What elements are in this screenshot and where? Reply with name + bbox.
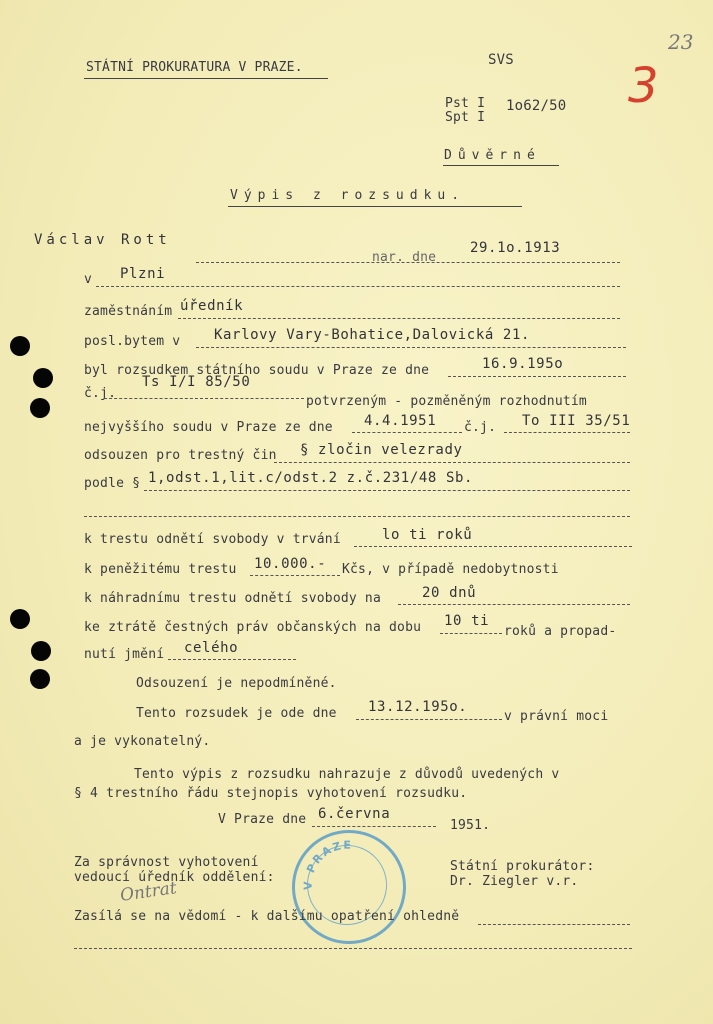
binder-hole: [10, 609, 30, 629]
unconditional-statement: Odsouzení je nepodmíněné.: [136, 676, 337, 691]
born-date: 29.1o.1913: [470, 240, 561, 256]
signature-right-2: Dr. Ziegler v.r.: [450, 874, 579, 889]
alternative-line: [398, 604, 630, 605]
alternative-term: 20 dnů: [422, 585, 477, 601]
fine-line: [250, 575, 340, 576]
forfeit-value: celého: [184, 640, 239, 656]
supreme-case-line: [504, 432, 630, 433]
svs-label: SVS: [488, 52, 514, 68]
occupation-line: [178, 318, 620, 319]
footer-line-1: [478, 924, 630, 925]
case-number-label: č.j.: [84, 386, 117, 401]
judgment-label: byl rozsudkem státního soudu v Praze ze dne: [84, 363, 430, 378]
round-stamp: [292, 830, 406, 944]
birthplace-line: [96, 286, 620, 287]
binder-hole: [31, 641, 51, 661]
binder-hole: [30, 398, 50, 418]
court-date-line: [448, 376, 626, 377]
supreme-case-number: To III 35/51: [522, 413, 631, 429]
pencil-page-number: 23: [668, 30, 694, 54]
supreme-court-date: 4.4.1951: [364, 413, 437, 429]
binder-hole: [30, 669, 50, 689]
confirmed-label: potvrzeným - pozměněným rozhodnutím: [306, 394, 587, 409]
supreme-court-label: nejvyššího soudu v Praze ze dne: [84, 420, 333, 435]
rights-rest: roků a propad-: [504, 624, 617, 639]
red-page-number: 3: [628, 58, 659, 114]
crime-line: [274, 462, 630, 463]
prison-term: lo ti roků: [382, 527, 473, 543]
residence: Karlovy Vary-Bohatice,Dalovická 21.: [214, 327, 531, 343]
case-number: Ts I/I 85/50: [142, 374, 251, 390]
name-line: [196, 262, 620, 263]
born-label: nar. dne: [372, 250, 437, 265]
office-heading: STÁTNÍ PROKURATURA V PRAZE.: [86, 60, 303, 75]
prison-line: [354, 546, 632, 547]
supreme-case-label: č.j.: [464, 420, 497, 435]
law-line: [144, 490, 630, 491]
court-date: 16.9.195o: [482, 356, 564, 372]
binder-hole: [10, 336, 30, 356]
fine-rest: Kčs, v případě nedobytnosti: [342, 562, 559, 577]
birthplace: Plzni: [120, 266, 166, 282]
replace-line-1: Tento výpis z rozsudku nahrazuje z důvodů uvedených v: [134, 767, 560, 782]
fine-amount: 10.000.-: [254, 556, 327, 572]
confidential-underline: [443, 165, 559, 166]
spt-label: Spt I: [445, 110, 486, 125]
convicted-label: odsouzen pro trestný čin: [84, 448, 277, 463]
signature-right-1: Státní prokurátor:: [450, 859, 595, 874]
residence-label: posl.bytem v: [84, 334, 181, 349]
office-underline: [84, 78, 328, 79]
crime: § zločin velezrady: [300, 442, 463, 458]
occupation: úředník: [180, 298, 244, 314]
footer-note: Zasílá se na vědomí - k dalšímu opatření ohledně: [74, 909, 460, 924]
prison-label: k trestu odnětí svobody v trvání: [84, 532, 341, 547]
blank-line: [84, 516, 630, 517]
fine-label: k peněžitému trestu: [84, 562, 237, 577]
final-date: 13.12.195o.: [368, 699, 468, 715]
supreme-date-line: [352, 432, 462, 433]
pst-label: Pst I: [445, 96, 486, 111]
forfeit-label: nutí jmění: [84, 647, 165, 662]
title-underline: [228, 206, 522, 207]
law-citation: 1,odst.1,lit.c/odst.2 z.č.231/48 Sb.: [148, 470, 474, 486]
birthplace-label: v: [84, 272, 93, 287]
final-label: Tento rozsudek je ode dne: [136, 706, 337, 721]
law-label: podle §: [84, 476, 141, 491]
residence-line: [196, 347, 626, 348]
person-name: Václav Rott: [34, 232, 171, 248]
place-label: V Praze dne: [218, 812, 307, 827]
place-date: 6.června: [318, 806, 391, 822]
year: 1951.: [450, 818, 491, 833]
forfeit-line: [168, 659, 296, 660]
svg-text:V PRAZE: [302, 839, 353, 890]
reference-number: 1o62/50: [506, 98, 567, 114]
handwritten-signature: Ontrat: [118, 878, 178, 906]
binder-hole: [33, 368, 53, 388]
replace-line-2: § 4 trestního řádu stejnopis vyhotovení rozsudku.: [74, 786, 468, 801]
signature-left-2: vedoucí úředník oddělení:: [74, 870, 275, 885]
alternative-label: k náhradnímu trestu odnětí svobody na: [84, 591, 381, 606]
final-rest: v právní moci: [504, 709, 609, 724]
footer-line-2: [74, 948, 632, 949]
enforceable-statement: a je vykonatelný.: [74, 734, 211, 749]
signature-left-1: Za správnost vyhotovení: [74, 855, 259, 870]
occupation-label: zaměstnáním: [84, 304, 173, 319]
document-title: Výpis z rozsudku.: [230, 188, 466, 203]
confidential-label: Důvěrné: [444, 148, 541, 163]
final-date-line: [356, 719, 502, 720]
stamp-text: V PRAZE: [301, 838, 353, 891]
place-date-line: [312, 826, 436, 827]
rights-line: [440, 633, 502, 634]
rights-label: ke ztrátě čestných práv občanských na dobu: [84, 620, 422, 635]
case-number-line: [104, 398, 304, 399]
rights-term: 10 ti: [444, 613, 490, 629]
